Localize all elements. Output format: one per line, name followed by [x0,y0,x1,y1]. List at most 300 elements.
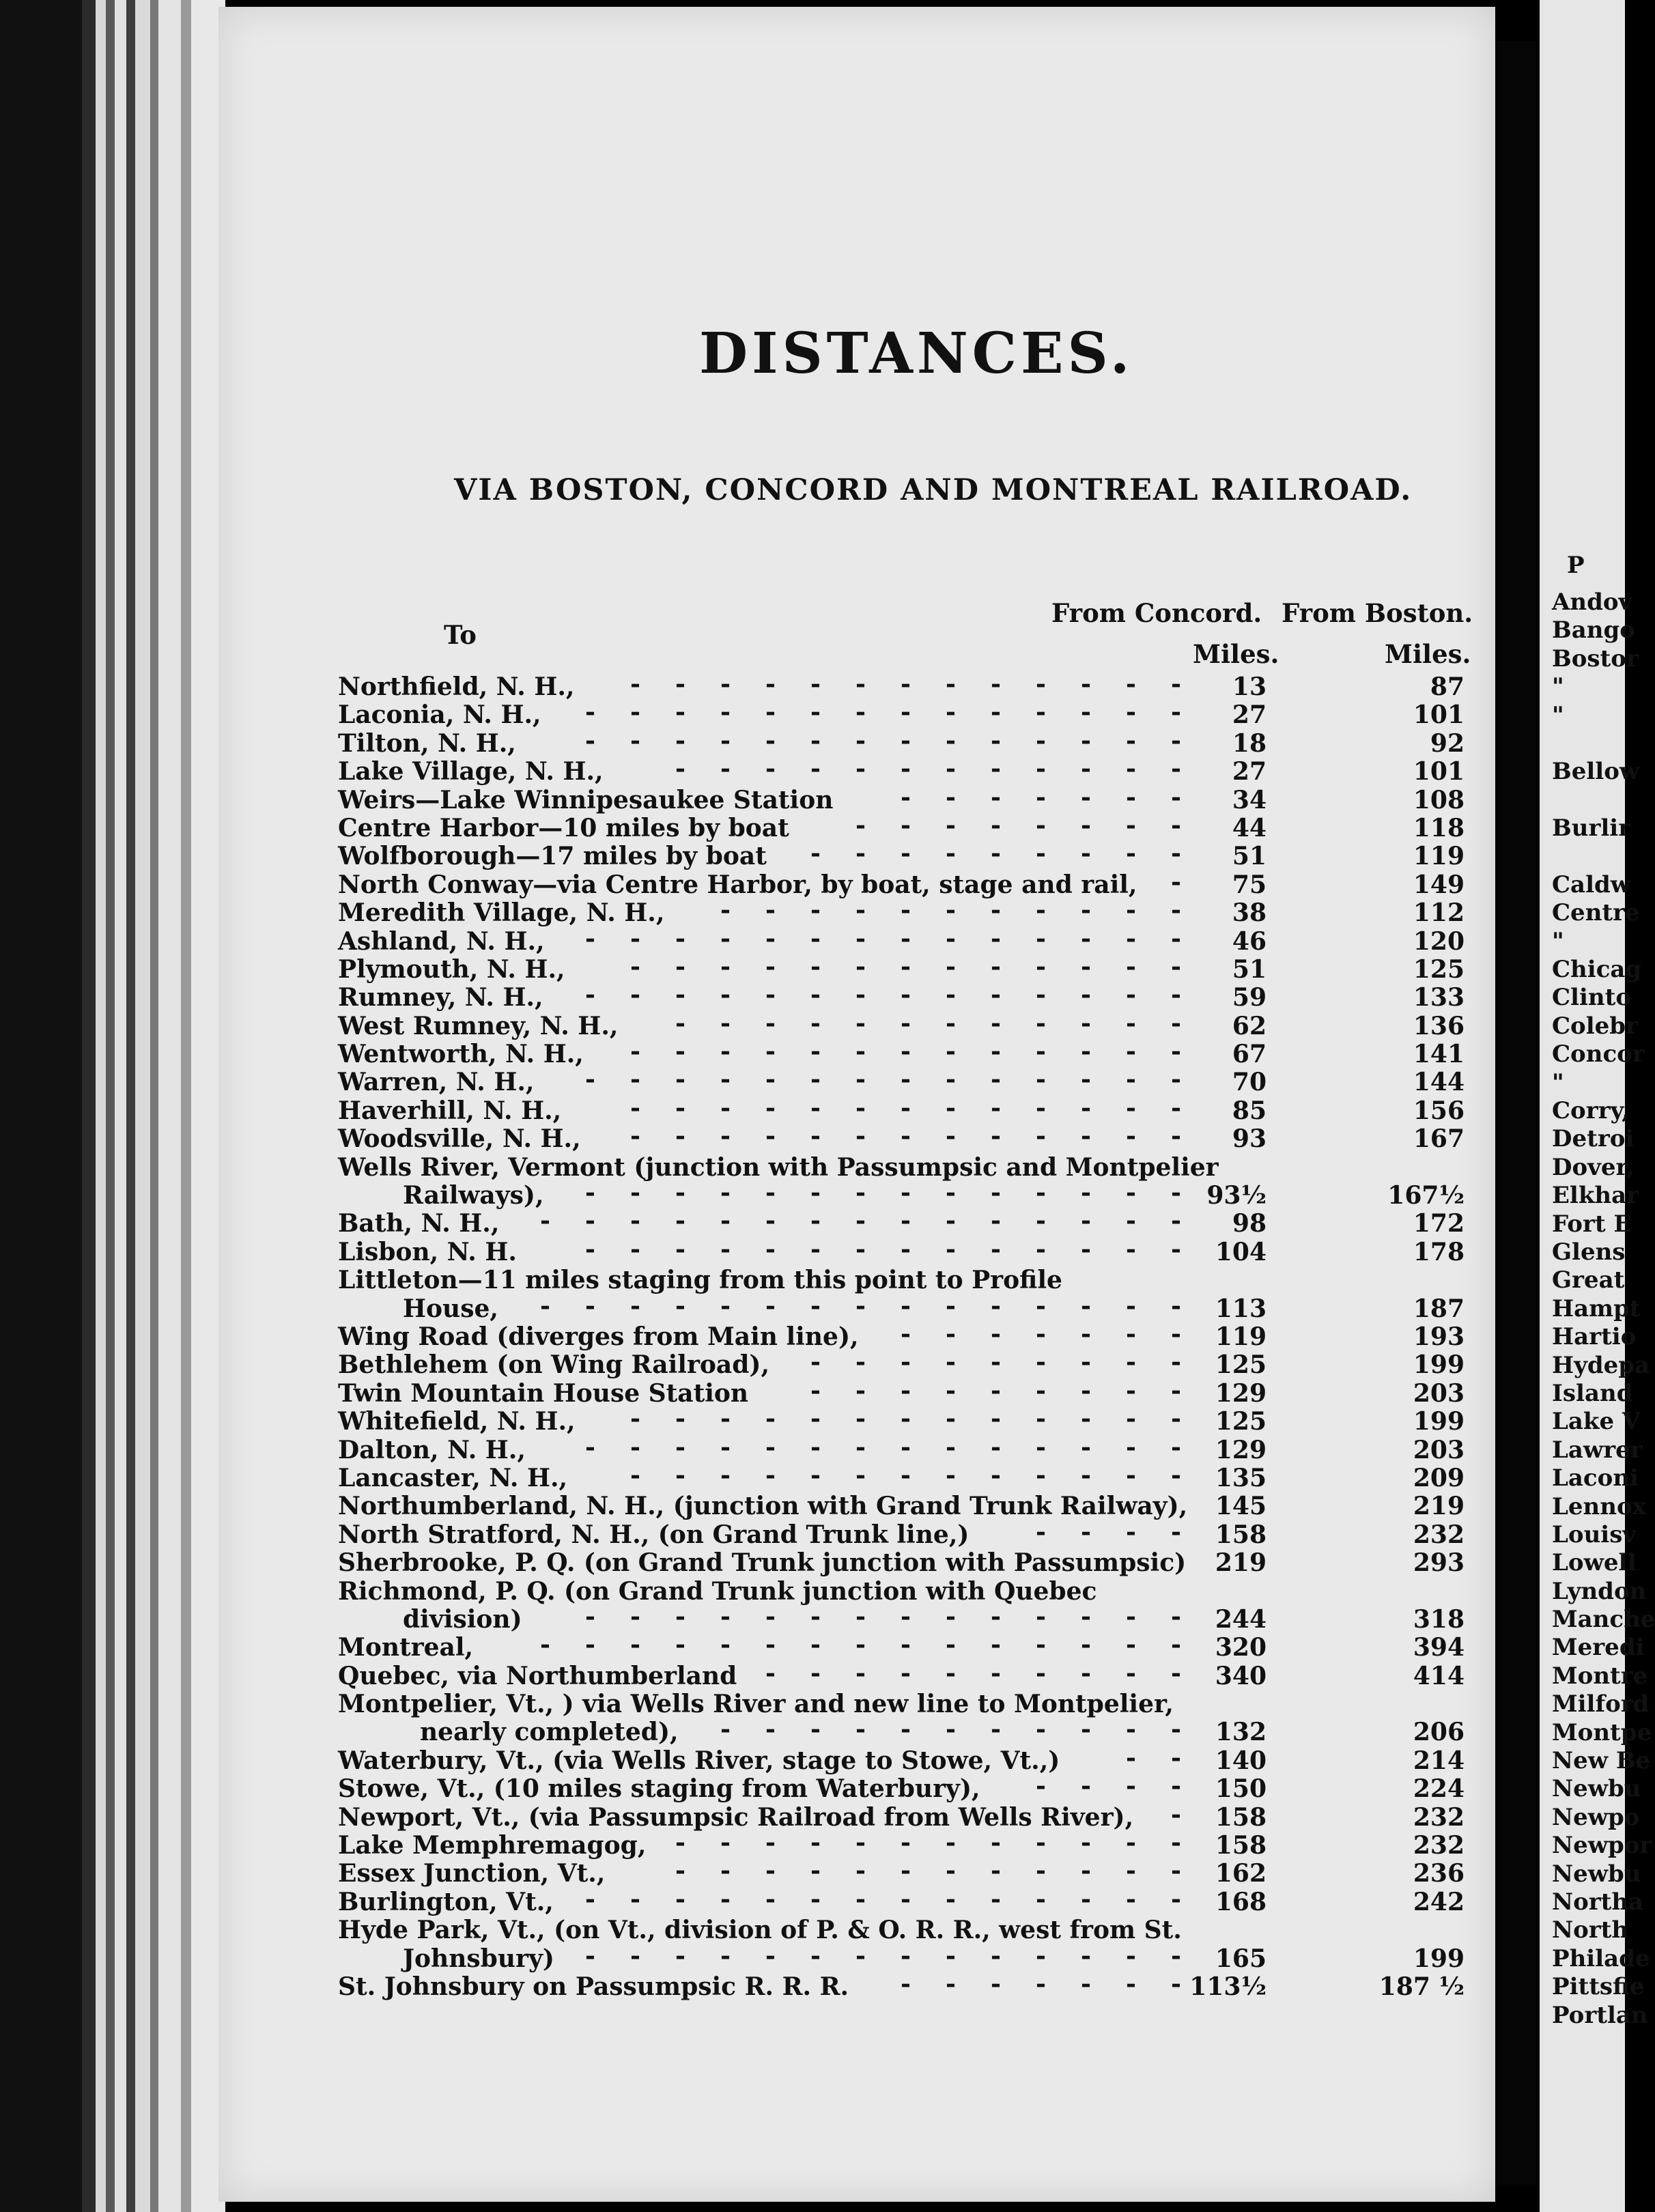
leader-dot: - [991,1941,1001,1970]
miles-from-concord: 158 [1215,1520,1267,1549]
leader-dot: - [1081,1517,1091,1546]
leader-dot: - [1036,1234,1046,1264]
right-page-item: Great [1552,1266,1625,1294]
leader-dot: - [810,1884,821,1914]
miles-from-concord: 135 [1215,1463,1267,1492]
leader-dot: - [1036,1772,1046,1801]
place-name: Woodsville, N. H., [338,1124,581,1154]
leader-dot: - [991,1630,1001,1660]
place-name: Northfield, N. H., [338,672,575,701]
table-row [338,1774,1471,1802]
leader-dot: - [991,1884,1001,1914]
leader-dot: - [810,896,821,925]
leader-dot: - [1036,1319,1046,1348]
leader-dot: - [901,1065,911,1094]
leader-dot: - [810,1291,821,1320]
leader-dot: - [901,839,911,868]
miles-from-boston: 187 [1413,1294,1465,1323]
leader-dot: - [630,1093,640,1122]
leader-dot: - [946,1404,956,1434]
leader-dot: - [675,1460,685,1490]
table-row [338,1404,1471,1436]
leader-dot: - [765,754,776,784]
leader-dot: - [630,726,640,755]
leader-dot: - [1126,980,1136,1010]
right-page-item: Louisv [1552,1520,1637,1548]
table-row [338,1577,1471,1605]
miles-from-concord: 85 [1232,1096,1267,1125]
leader-dot: - [675,726,685,755]
leader-dot: - [991,1658,1001,1688]
leader-dot: - [946,1319,956,1348]
leader-dot: - [1081,782,1091,812]
miles-from-boston: 209 [1413,1463,1465,1492]
leader-dot: - [630,1122,640,1151]
table-row [338,1630,1471,1662]
leader-dot: - [720,1178,731,1208]
leader-dot: - [1081,1319,1091,1348]
leader-dot: - [585,924,595,953]
miles-from-boston: 149 [1413,870,1465,899]
right-page-item: Chicag [1552,956,1642,984]
leader-dot: - [540,1206,550,1236]
miles-from-concord: 51 [1232,842,1267,871]
miles-from-concord: 27 [1232,757,1267,786]
place-name: Twin Mountain House Station [338,1378,749,1408]
leader-dot: - [1126,1517,1136,1546]
leader-dot: - [901,1630,911,1660]
leader-dot: - [901,1122,911,1151]
table-row [338,1093,1471,1125]
table-row [338,1828,1471,1860]
leader-dot: - [1081,924,1091,953]
table-row [338,1319,1471,1351]
table-row [338,1178,1471,1210]
leader-dot: - [1126,1093,1136,1122]
table-row [338,1517,1471,1549]
leader-dot: - [1171,1772,1181,1801]
miles-from-boston: 136 [1413,1011,1465,1040]
leader-dot: - [720,896,731,925]
leader-dot: - [1126,1348,1136,1377]
right-page-item: Portlan [1552,2001,1648,2029]
leader-dot: - [855,1856,866,1886]
page-title: DISTANCES. [699,321,1134,386]
miles-from-concord: 129 [1215,1435,1267,1464]
leader-dot: - [720,1291,731,1320]
right-page-item: Burlir [1552,814,1631,842]
leader-dot: - [765,952,776,981]
miles-from-concord: 70 [1232,1068,1267,1097]
leader-dot: - [1171,867,1181,896]
leader-dot: - [810,1348,821,1377]
leader-dot: - [810,1658,821,1688]
leader-dot: - [1036,1969,1046,1998]
table-row [338,924,1471,956]
right-page-list [1552,589,1655,2030]
leader-dot: - [675,1630,685,1660]
place-name: Littleton—11 miles staging from this point to Profile [338,1266,1062,1295]
place-name: Newport, Vt., (via Passumpsic Railroad from Wells River), [338,1802,1134,1832]
leader-dot: - [991,810,1001,840]
right-page-item: Lawrer [1552,1436,1643,1464]
leader-dot: - [1171,810,1181,840]
leader-dot: - [1036,1884,1046,1914]
leader-dot: - [765,1602,776,1631]
leader-dot: - [765,1178,776,1208]
leader-dot: - [1126,1404,1136,1434]
miles-from-boston: 414 [1413,1661,1465,1690]
leader-dot: - [630,1460,640,1490]
page-subtitle: VIA BOSTON, CONCORD AND MONTREAL RAILROAD. [454,473,1413,507]
leader-dot: - [630,924,640,953]
miles-from-concord: 44 [1232,813,1267,842]
leader-dot: - [540,1630,550,1660]
leader-dot: - [1171,1969,1181,1998]
leader-dot: - [1171,1178,1181,1208]
leader-dot: - [901,1715,911,1744]
leader-dot: - [1081,810,1091,840]
leader-dot: - [1126,726,1136,755]
leader-dot: - [675,1404,685,1434]
miles-from-concord: 119 [1215,1322,1267,1351]
leader-dot: - [675,952,685,981]
place-name: St. Johnsbury on Passumpsic R. R. R. [338,1972,849,2001]
right-page-item: Northa [1552,1888,1644,1916]
table-row [338,1124,1471,1152]
leader-dot: - [1036,980,1046,1010]
leader-dot: - [855,1376,866,1405]
leader-dot: - [991,1828,1001,1858]
right-page-item: Newbu [1552,1860,1641,1888]
right-page-item: Lake V [1552,1408,1641,1436]
leader-dot: - [630,1941,640,1970]
leader-dot: - [810,1602,821,1631]
miles-from-boston: 141 [1413,1040,1465,1069]
leader-dot: - [720,1432,731,1462]
right-page-item [1552,730,1625,758]
leader-dot: - [946,1008,956,1038]
leader-dot: - [991,1093,1001,1122]
leader-dot: - [991,952,1001,981]
leader-dot: - [855,726,866,755]
place-name: Haverhill, N. H., [338,1096,562,1125]
leader-dot: - [855,1715,866,1744]
leader-dot: - [1171,1828,1181,1858]
leader-dot: - [1036,1348,1046,1377]
table-row [338,1432,1471,1464]
leader-dot: - [1036,839,1046,868]
leader-dot: - [1171,1856,1181,1886]
leader-dot: - [585,1065,595,1094]
miles-from-boston: 101 [1413,757,1465,786]
leader-dot: - [901,1376,911,1405]
leader-dot: - [1126,896,1136,925]
right-page-item: Elkhar [1552,1182,1639,1210]
leader-dot: - [1171,839,1181,868]
leader-dot: - [720,1008,731,1038]
right-page-item: " [1552,1068,1564,1096]
leader-dot: - [1126,1206,1136,1236]
table-row [338,754,1471,786]
leader-dot: - [946,1037,956,1066]
right-page-item: North [1552,1916,1629,1944]
leader-dot: - [810,1715,821,1744]
leader-dot: - [765,1828,776,1858]
leader-dot: - [720,1828,731,1858]
miles-from-boston: 112 [1413,898,1465,928]
leader-dot: - [901,1348,911,1377]
miles-from-boston: 394 [1413,1633,1465,1662]
leader-dot: - [991,1602,1001,1631]
leader-dot: - [1171,698,1181,727]
leader-dot: - [765,1404,776,1434]
leader-dot: - [1036,1291,1046,1320]
right-page-item: " [1552,701,1564,729]
leader-dot: - [765,670,776,698]
miles-from-concord: 113½ [1189,1972,1267,2001]
leader-dot: - [901,1460,911,1490]
right-page-item: Clinto [1552,984,1631,1012]
leader-dot: - [946,1291,956,1320]
leader-dot: - [946,698,956,727]
leader-dot: - [630,980,640,1010]
leader-dot: - [765,1206,776,1236]
miles-from-concord: 75 [1232,870,1267,899]
leader-dot: - [1126,924,1136,953]
leader-dot: - [946,980,956,1010]
leader-dot: - [1036,1460,1046,1490]
header-miles-concord: Miles. [1193,639,1279,669]
place-name: Bath, N. H., [338,1209,500,1238]
leader-dot: - [1036,1715,1046,1744]
leader-dot: - [855,670,866,698]
leader-dot: - [946,1348,956,1377]
leader-dot: - [991,1122,1001,1151]
leader-dot: - [1171,952,1181,981]
leader-dot: - [1081,839,1091,868]
place-name: Stowe, Vt., (10 miles staging from Waterbury), [338,1774,980,1804]
leader-dot: - [946,1715,956,1744]
leader-dot: - [675,924,685,953]
leader-dot: - [810,726,821,755]
place-name: Johnsbury) [403,1944,554,1973]
leader-dot: - [901,1319,911,1348]
right-page-item: Lennox [1552,1492,1646,1520]
place-name: Whitefield, N. H., [338,1407,576,1436]
leader-dot: - [991,754,1001,784]
leader-dot: - [585,1206,595,1236]
miles-from-boston: 92 [1430,728,1465,758]
leader-dot: - [855,1348,866,1377]
leader-dot: - [901,1291,911,1320]
leader-dot: - [1171,782,1181,812]
leader-dot: - [1126,1715,1136,1744]
leader-dot: - [1126,1432,1136,1462]
leader-dot: - [1126,1772,1136,1801]
leader-dot: - [1081,1206,1091,1236]
place-name: Northumberland, N. H., (junction with Grand Trunk Railway), [338,1492,1188,1521]
miles-from-concord: 129 [1215,1378,1267,1408]
leader-dot: - [1171,1037,1181,1066]
leader-dot: - [675,1856,685,1886]
place-name: Wing Road (diverges from Main line), [338,1322,859,1351]
leader-dot: - [675,1122,685,1151]
table-row [338,1350,1471,1378]
leader-dot: - [630,952,640,981]
place-name: Wentworth, N. H., [338,1040,584,1069]
leader-dot: - [1036,1517,1046,1546]
leader-dot: - [585,1630,595,1660]
miles-from-boston: 206 [1413,1718,1465,1747]
table-row [338,1690,1471,1718]
leader-dot: - [810,1122,821,1151]
leader-dot: - [1036,1206,1046,1236]
leader-dot: - [1171,1658,1181,1688]
leader-dot: - [675,1432,685,1462]
miles-from-concord: 125 [1215,1407,1267,1436]
leader-dot: - [855,1122,866,1151]
leader-dot: - [1126,1969,1136,1998]
right-page-item: Andov [1552,589,1632,616]
leader-dot: - [1036,726,1046,755]
leader-dot: - [1081,1093,1091,1122]
right-page-item: Meredi [1552,1634,1645,1662]
miles-from-concord: 104 [1215,1237,1267,1266]
miles-from-concord: 219 [1215,1548,1267,1578]
leader-dot: - [991,670,1001,698]
leader-dot: - [855,1093,866,1122]
leader-dot: - [1126,1291,1136,1320]
right-page-item: Centre [1552,899,1640,927]
place-name: Rumney, N. H., [338,983,543,1012]
leader-dot: - [720,1206,731,1236]
leader-dot: - [810,1206,821,1236]
leader-dot: - [630,1404,640,1434]
leader-dot: - [855,1432,866,1462]
leader-dot: - [901,924,911,953]
leader-dot: - [991,1376,1001,1405]
header-from-concord: From Concord. [1051,598,1262,628]
leader-dot: - [630,1291,640,1320]
place-name: Tilton, N. H., [338,728,516,758]
table-row [338,980,1471,1012]
leader-dot: - [901,1941,911,1970]
leader-dot: - [901,980,911,1010]
right-page-item: Hydepa [1552,1351,1650,1379]
miles-from-boston: 203 [1413,1378,1465,1408]
right-page-item: Bellow [1552,758,1640,786]
leader-dot: - [1081,1122,1091,1151]
leader-dot: - [1126,1630,1136,1660]
leader-dot: - [855,1234,866,1264]
leader-dot: - [585,1291,595,1320]
leader-dot: - [810,1828,821,1858]
leader-dot: - [1081,1348,1091,1377]
miles-from-boston: 199 [1413,1350,1465,1380]
leader-dot: - [991,1319,1001,1348]
right-page-item: Milford [1552,1690,1650,1718]
leader-dot: - [675,1884,685,1914]
leader-dot: - [720,1404,731,1434]
miles-from-boston: 167½ [1387,1181,1465,1210]
leader-dot: - [1036,1008,1046,1038]
place-name: Meredith Village, N. H., [338,898,665,928]
leader-dot: - [901,698,911,727]
leader-dot: - [720,1884,731,1914]
leader-dot: - [946,1828,956,1858]
leader-dot: - [810,952,821,981]
miles-from-concord: 158 [1215,1831,1267,1860]
table-row [338,1492,1471,1520]
place-name: Montreal, [338,1633,474,1662]
place-name: House, [403,1294,498,1323]
leader-dot: - [720,698,731,727]
leader-dot: - [675,1602,685,1631]
place-name: Burlington, Vt., [338,1887,554,1916]
leader-dot: - [1081,1065,1091,1094]
table-row [338,1153,1471,1181]
leader-dot: - [1171,1065,1181,1094]
leader-dot: - [630,1432,640,1462]
leader-dot: - [855,1037,866,1066]
leader-dot: - [1036,896,1046,925]
leader-dot: - [991,1460,1001,1490]
leader-dot: - [810,1234,821,1264]
leader-dot: - [901,670,911,698]
leader-dot: - [991,1969,1001,1998]
leader-dot: - [720,952,731,981]
leader-dot: - [1171,1517,1181,1546]
leader-dot: - [1036,924,1046,953]
leader-dot: - [765,1856,776,1886]
leader-dot: - [1081,1941,1091,1970]
leader-dot: - [1126,670,1136,698]
leader-dot: - [1036,1404,1046,1434]
leader-dot: - [630,1037,640,1066]
leader-dot: - [901,1658,911,1688]
table-row [338,1548,1471,1576]
table-row [338,1291,1471,1323]
miles-from-concord: 34 [1232,785,1267,814]
leader-dot: - [1081,1376,1091,1405]
leader-dot: - [946,1122,956,1151]
miles-from-concord: 46 [1232,926,1267,956]
miles-from-concord: 98 [1232,1209,1267,1238]
header-to: To [444,620,477,650]
leader-dot: - [675,1008,685,1038]
leader-dot: - [946,1206,956,1236]
place-name: Sherbrooke, P. Q. (on Grand Trunk junction with Passumpsic) [338,1548,1187,1578]
place-name: division) [403,1604,522,1634]
leader-dot: - [901,726,911,755]
leader-dot: - [1126,1122,1136,1151]
leader-dot: - [1081,1630,1091,1660]
leader-dot: - [810,839,821,868]
leader-dot: - [1126,1941,1136,1970]
leader-dot: - [1171,1122,1181,1151]
leader-dot: - [901,1856,911,1886]
leader-dot: - [765,1291,776,1320]
miles-from-boston: 167 [1413,1124,1465,1154]
miles-from-boston: 219 [1413,1492,1465,1521]
leader-dot: - [946,1969,956,1998]
miles-from-boston: 199 [1413,1407,1465,1436]
leader-dot: - [946,1602,956,1631]
table-row [338,952,1471,984]
leader-dot: - [1036,810,1046,840]
leader-dot: - [901,1037,911,1066]
